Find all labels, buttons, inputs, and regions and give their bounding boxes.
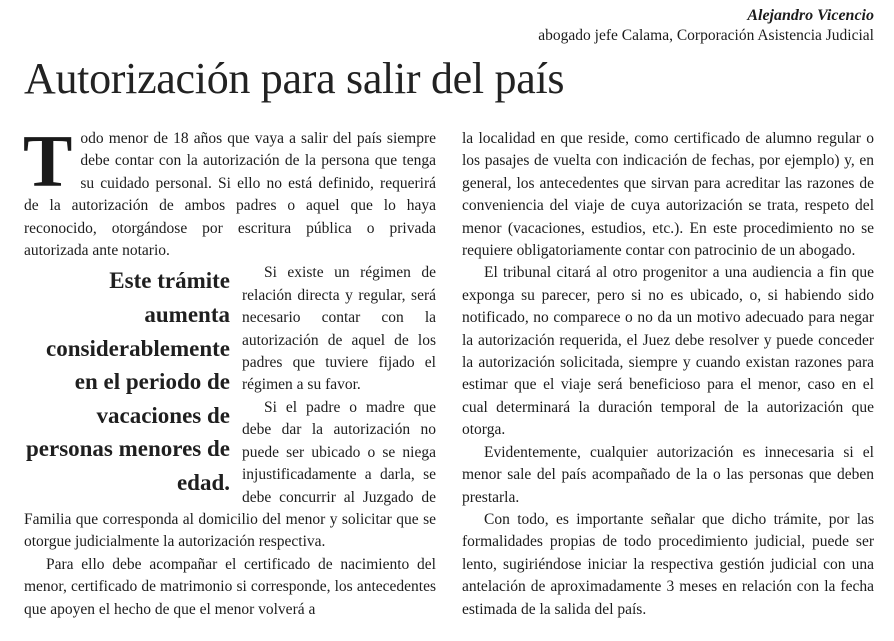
- paragraph-intro: [23, 121, 436, 262]
- article-headline: Autorización para salir del país: [24, 54, 565, 103]
- paragraph-con-todo: Con todo, es importante señalar que dicho trámite, por las formalidades propias de todo procedimiento judicial, puede ser lento, sugiriéndose iniciar la respectiva gestión judicial con una antelación de aproximadamente 3 meses en relación con la fecha estimada de la salida del país.: [462, 510, 874, 618]
- article-column-1: [23, 121, 436, 621]
- paragraph-intro-text: odo menor de 18 años que vaya a salir del país siempre debe contar con la autorización de la persona que tenga su cuidado personal. Si ello no está definido, requerirá de la autorización de ambos padres o aquel que lo haya reconocido, otorgándose por escritura pública o privada autorizada ante notario.: [24, 130, 436, 260]
- paragraph-regimen-text: Si existe un régimen de relación directa y regular, será necesario contar con la autorización de aquel de los padres que tuviere fijado el régimen a su favor.: [242, 264, 436, 394]
- byline-role: abogado jefe Calama, Corporación Asistencia Judicial: [538, 27, 874, 44]
- byline: [538, 6, 874, 46]
- byline-author: Alejandro Vicencio: [747, 7, 874, 24]
- pull-quote: Este trámite aumenta considerablemente en el periodo de vacaciones de personas menores de edad.: [25, 268, 230, 495]
- paragraph-evidentemente: Evidentemente, cualquier autorización es innecesaria si el menor sale del país acompañado de la o las personas que deben prestarla.: [462, 443, 874, 506]
- paragraph-juzgado: Si el padre o madre que debe dar la autorización no puede ser ubicado o se niega injustificadamente a darla, se debe concurrir al Juzgado de Familia que corresponda al domicilio del menor y solicitar que se otorgue judicialmente la autorización respectiva.: [24, 398, 436, 551]
- article-column-2: [462, 128, 874, 621]
- drop-cap: T: [23, 121, 73, 203]
- paragraph-documentos: Para ello debe acompañar el certificado de nacimiento del menor, certificado de matrimonio si corresponde, los antecedentes que apoyen el hecho de que el menor volverá a: [24, 555, 436, 618]
- paragraph-tribunal: El tribunal citará al otro progenitor a una audiencia a fin que exponga su parecer, pero si no es ubicado, o, si habiendo sido notificado, no comparece o no da un motivo adecuado para negar la autorización requerida, el Juez debe resolver y puede conceder la autorización solicitada, siempre y cuando existan razones para estimar que el viaje será beneficioso para el menor, caso en el cual determinará la duración temporal de la autorización que otorga.: [462, 264, 874, 439]
- paragraph-antecedentes: la localidad en que reside, como certificado de alumno regular o los pasajes de vuelta con indicación de fechas, por ejemplo) y, en general, los antecedentes que sirvan para acreditar las razones de conveniencia del viaje de cuya autorización se trata, respeto del menor (vacaciones, estudios, etc.). En este procedimiento no se requiere obligatoriamente contar con patrocinio de un abogado.: [462, 130, 874, 260]
